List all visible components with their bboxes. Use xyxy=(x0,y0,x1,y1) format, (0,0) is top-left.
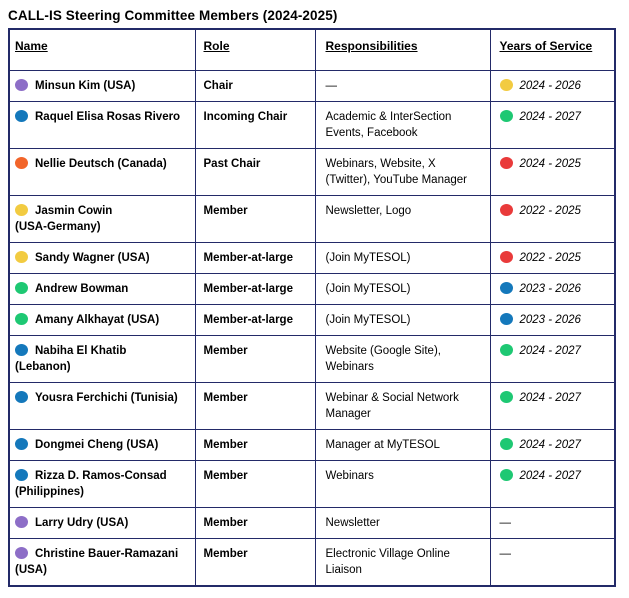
committee-table xyxy=(8,28,616,587)
member-name-cell xyxy=(9,102,195,149)
member-responsibilities-cell xyxy=(315,305,490,336)
member-role: Chair xyxy=(203,80,233,92)
member-role-cell xyxy=(195,461,315,508)
member-years-cell xyxy=(490,336,615,383)
member-responsibilities: (Join MyTESOL) xyxy=(325,283,411,295)
table-row xyxy=(9,461,615,508)
member-role-cell xyxy=(195,102,315,149)
member-years: 2024 - 2026 xyxy=(519,80,581,92)
member-role: Member xyxy=(203,392,248,404)
member-name-cell xyxy=(9,539,195,587)
header-name: Name xyxy=(9,29,195,71)
member-years: 2024 - 2027 xyxy=(519,439,581,451)
member-years: 2022 - 2025 xyxy=(519,252,581,264)
member-role: Member xyxy=(203,548,248,560)
member-responsibilities-cell xyxy=(315,71,490,102)
member-name-second-line: (USA) xyxy=(15,564,47,576)
member-years-cell xyxy=(490,149,615,196)
member-responsibilities-cell xyxy=(315,243,490,274)
member-color-dot xyxy=(15,469,28,481)
member-role-cell xyxy=(195,274,315,305)
member-name: Nabiha El Khatib xyxy=(35,345,127,357)
member-years: 2024 - 2027 xyxy=(519,392,581,404)
member-responsibilities: Website (Google Site), Webinars xyxy=(325,345,441,373)
member-name-second-line: (USA-Germany) xyxy=(15,221,101,233)
member-years-cell xyxy=(490,461,615,508)
member-responsibilities-cell xyxy=(315,149,490,196)
member-role-cell xyxy=(195,430,315,461)
member-responsibilities-cell xyxy=(315,274,490,305)
member-years: 2024 - 2025 xyxy=(519,158,581,170)
member-name: Minsun Kim (USA) xyxy=(35,80,136,92)
member-name-cell xyxy=(9,149,195,196)
member-name: Christine Bauer-Ramazani xyxy=(35,548,179,560)
member-years-cell xyxy=(490,305,615,336)
years-color-dot xyxy=(500,204,513,216)
member-role-cell xyxy=(195,243,315,274)
member-responsibilities-cell xyxy=(315,430,490,461)
member-name: Nellie Deutsch (Canada) xyxy=(35,158,167,170)
header-row xyxy=(9,29,615,71)
member-role-cell xyxy=(195,71,315,102)
member-name-cell xyxy=(9,461,195,508)
member-responsibilities-cell xyxy=(315,461,490,508)
header-role: Role xyxy=(195,29,315,71)
header-responsibilities: Responsibilities xyxy=(315,29,490,71)
years-color-dot xyxy=(500,251,513,263)
member-role-cell xyxy=(195,539,315,587)
member-responsibilities: Academic & InterSection Events, Facebook xyxy=(325,111,452,139)
member-role: Member-at-large xyxy=(203,283,293,295)
years-color-dot xyxy=(500,391,513,403)
table-row xyxy=(9,71,615,102)
table-row xyxy=(9,430,615,461)
table-row xyxy=(9,383,615,430)
member-role-cell xyxy=(195,305,315,336)
member-name-cell xyxy=(9,508,195,539)
member-name-cell xyxy=(9,274,195,305)
member-name: Larry Udry (USA) xyxy=(35,517,129,529)
member-color-dot xyxy=(15,547,28,559)
member-role: Member xyxy=(203,205,248,217)
member-color-dot xyxy=(15,204,28,216)
member-role-cell xyxy=(195,383,315,430)
committee-table-body xyxy=(9,71,615,587)
member-role: Member xyxy=(203,470,248,482)
member-responsibilities: (Join MyTESOL) xyxy=(325,314,411,326)
member-responsibilities: Webinars xyxy=(325,470,374,482)
member-name-cell xyxy=(9,305,195,336)
member-years: 2024 - 2027 xyxy=(519,111,581,123)
member-years: 2024 - 2027 xyxy=(519,345,581,357)
years-color-dot xyxy=(500,79,513,91)
member-responsibilities: (Join MyTESOL) xyxy=(325,252,411,264)
years-color-dot xyxy=(500,438,513,450)
member-responsibilities-cell xyxy=(315,539,490,587)
page-title: CALL-IS Steering Committee Members (2024-2025) xyxy=(8,8,338,23)
member-name: Sandy Wagner (USA) xyxy=(35,252,150,264)
member-color-dot xyxy=(15,79,28,91)
member-responsibilities: Newsletter xyxy=(325,517,380,529)
member-responsibilities: Webinar & Social Network Manager xyxy=(325,392,459,420)
member-years: 2023 - 2026 xyxy=(519,314,581,326)
member-role: Incoming Chair xyxy=(203,111,288,123)
member-color-dot xyxy=(15,157,28,169)
member-name: Amany Alkhayat (USA) xyxy=(35,314,160,326)
years-color-dot xyxy=(500,469,513,481)
member-responsibilities: Newsletter, Logo xyxy=(325,205,412,217)
member-role-cell xyxy=(195,196,315,243)
member-responsibilities: Webinars, Website, X (Twitter), YouTube Manager xyxy=(325,158,467,186)
member-role-cell xyxy=(195,336,315,383)
member-name: Jasmin Cowin xyxy=(35,205,113,217)
member-responsibilities-cell xyxy=(315,336,490,383)
member-years: 2024 - 2027 xyxy=(519,470,581,482)
member-name-cell xyxy=(9,430,195,461)
table-row xyxy=(9,274,615,305)
member-role: Member xyxy=(203,517,248,529)
member-role: Member-at-large xyxy=(203,252,293,264)
member-role: Member xyxy=(203,345,248,357)
member-role-cell xyxy=(195,508,315,539)
member-color-dot xyxy=(15,516,28,528)
member-years-cell xyxy=(490,539,615,587)
member-years-cell xyxy=(490,102,615,149)
table-row xyxy=(9,508,615,539)
member-color-dot xyxy=(15,344,28,356)
years-color-dot xyxy=(500,110,513,122)
member-responsibilities-cell xyxy=(315,102,490,149)
member-years-cell xyxy=(490,508,615,539)
member-years: 2023 - 2026 xyxy=(519,283,581,295)
member-responsibilities-cell xyxy=(315,196,490,243)
member-responsibilities: — xyxy=(325,80,337,92)
years-color-dot xyxy=(500,282,513,294)
table-row xyxy=(9,305,615,336)
member-responsibilities-cell xyxy=(315,508,490,539)
member-role-cell xyxy=(195,149,315,196)
member-name-cell xyxy=(9,336,195,383)
years-color-dot xyxy=(500,157,513,169)
member-name-second-line: (Lebanon) xyxy=(15,361,71,373)
member-years-cell xyxy=(490,243,615,274)
member-years-cell xyxy=(490,196,615,243)
table-row xyxy=(9,149,615,196)
member-name: Yousra Ferchichi (Tunisia) xyxy=(35,392,178,404)
years-color-dot xyxy=(500,313,513,325)
years-color-dot xyxy=(500,344,513,356)
member-responsibilities-cell xyxy=(315,383,490,430)
member-color-dot xyxy=(15,110,28,122)
member-years: — xyxy=(499,517,511,529)
member-years-cell xyxy=(490,430,615,461)
member-name: Raquel Elisa Rosas Rivero xyxy=(35,111,181,123)
table-row xyxy=(9,102,615,149)
member-years-cell xyxy=(490,383,615,430)
member-responsibilities: Electronic Village Online Liaison xyxy=(325,548,450,576)
table-row xyxy=(9,243,615,274)
member-name: Andrew Bowman xyxy=(35,283,129,295)
table-row xyxy=(9,336,615,383)
member-name-cell xyxy=(9,196,195,243)
member-color-dot xyxy=(15,391,28,403)
table-row xyxy=(9,539,615,587)
member-years-cell xyxy=(490,274,615,305)
member-years: — xyxy=(499,548,511,560)
member-name-cell xyxy=(9,243,195,274)
member-color-dot xyxy=(15,438,28,450)
member-responsibilities: Manager at MyTESOL xyxy=(325,439,440,451)
member-role: Member-at-large xyxy=(203,314,293,326)
member-role: Past Chair xyxy=(203,158,261,170)
member-name: Dongmei Cheng (USA) xyxy=(35,439,159,451)
header-years-of-service: Years of Service xyxy=(490,29,615,71)
member-name: Rizza D. Ramos-Consad xyxy=(35,470,167,482)
member-role: Member xyxy=(203,439,248,451)
member-name-cell xyxy=(9,71,195,102)
member-color-dot xyxy=(15,282,28,294)
member-name-cell xyxy=(9,383,195,430)
member-color-dot xyxy=(15,251,28,263)
table-row xyxy=(9,196,615,243)
member-years-cell xyxy=(490,71,615,102)
member-color-dot xyxy=(15,313,28,325)
member-years: 2022 - 2025 xyxy=(519,205,581,217)
member-name-second-line: (Philippines) xyxy=(15,486,84,498)
